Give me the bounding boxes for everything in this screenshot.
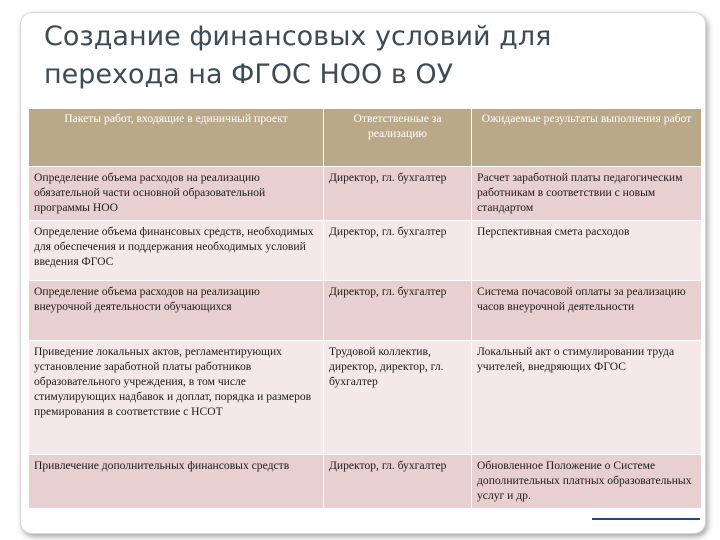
cell-responsible: Директор, гл. бухгалтер bbox=[324, 455, 472, 509]
title-line-1: Создание финансовых условий для bbox=[44, 21, 552, 52]
cell-result: Расчет заработной платы педагогическим работникам в соответствии с новым стандартом bbox=[472, 167, 702, 221]
cell-work: Определение объема расходов на реализацию внеурочной деятельности обучающихся bbox=[29, 281, 324, 341]
cell-work: Приведение локальных актов, регламентирующих установление заработной платы работников образовательного учреждения, в том числе стимулирующих надбавок и доплат, порядка и размеров премирования в соответствие с НСОТ bbox=[29, 341, 324, 455]
header-work-packages: Пакеты работ, входящие в единичный проект bbox=[29, 109, 324, 167]
cell-responsible: Трудовой коллектив, директор, директор, гл. бухгалтер bbox=[324, 341, 472, 455]
table-row bbox=[29, 167, 702, 221]
cell-work: Определение объема финансовых средств, необходимых для обеспечения и поддержания необходимых условий введения ФГОС bbox=[29, 221, 324, 281]
cell-responsible: Директор, гл. бухгалтер bbox=[324, 281, 472, 341]
header-expected-results: Ожидаемые результаты выполнения работ bbox=[472, 109, 702, 167]
cell-result: Обновленное Положение о Системе дополнительных платных образовательных услуг и др. bbox=[472, 455, 702, 509]
table-header-row bbox=[29, 109, 702, 167]
footer-accent-line bbox=[592, 518, 700, 520]
cell-result: Система почасовой оплаты за реализацию часов внеурочной деятельности bbox=[472, 281, 702, 341]
table-row bbox=[29, 281, 702, 341]
table-row bbox=[29, 341, 702, 455]
cell-work: Определение объема расходов на реализацию обязательной части основной образовательной программы НОО bbox=[29, 167, 324, 221]
slide-title bbox=[44, 18, 684, 94]
finance-table bbox=[28, 108, 702, 509]
cell-result: Перспективная смета расходов bbox=[472, 221, 702, 281]
cell-result: Локальный акт о стимулировании труда учителей, внедряющих ФГОС bbox=[472, 341, 702, 455]
title-line-2: перехода на ФГОС НОО в ОУ bbox=[44, 59, 454, 90]
cell-responsible: Директор, гл. бухгалтер bbox=[324, 167, 472, 221]
table-row bbox=[29, 221, 702, 281]
header-responsible: Ответственные за реализацию bbox=[324, 109, 472, 167]
cell-work: Привлечение дополнительных финансовых средств bbox=[29, 455, 324, 509]
table-row bbox=[29, 455, 702, 509]
cell-responsible: Директор, гл. бухгалтер bbox=[324, 221, 472, 281]
